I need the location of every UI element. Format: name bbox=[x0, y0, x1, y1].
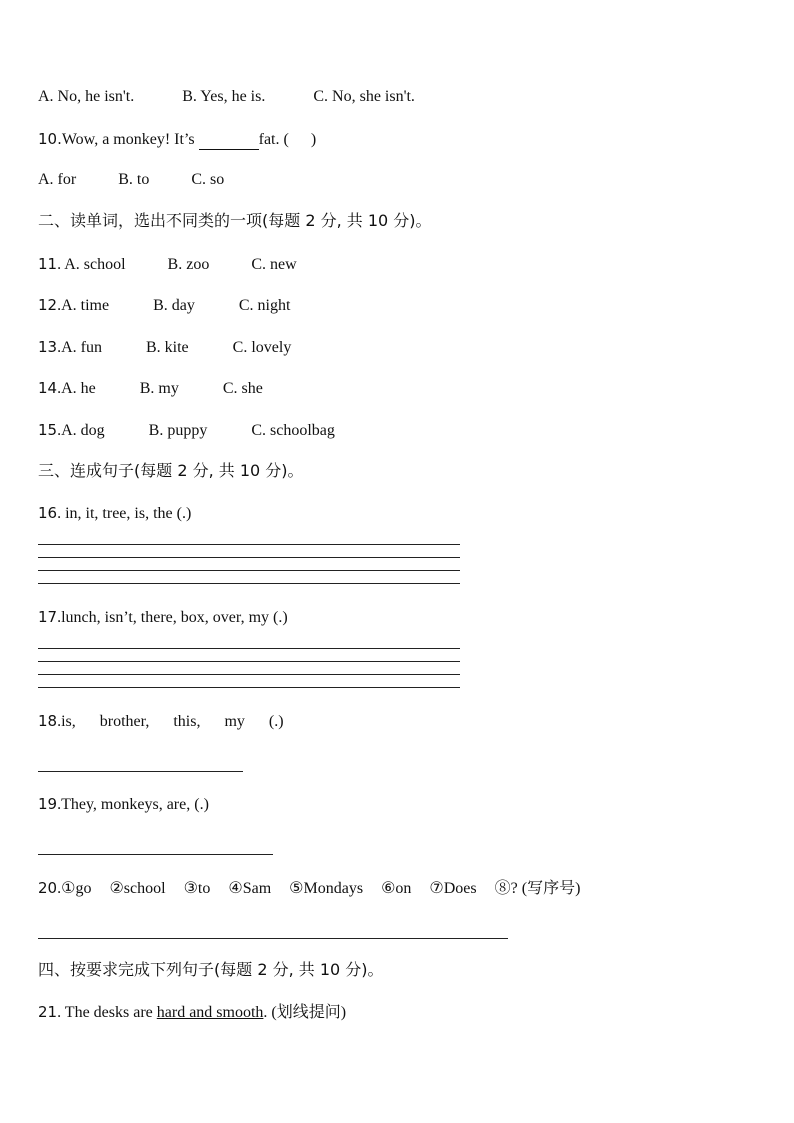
q20-item-1: .①go bbox=[57, 880, 92, 897]
q10-option-c: C. so bbox=[191, 171, 225, 188]
q17-writing-line-1[interactable] bbox=[38, 648, 460, 649]
q19 bbox=[38, 794, 209, 815]
q10-text-before: Wow, a monkey! It’s bbox=[61, 131, 199, 148]
q15 bbox=[38, 420, 335, 441]
q14-number: 14 bbox=[38, 379, 58, 397]
q11 bbox=[38, 254, 297, 275]
q18-answer-line[interactable] bbox=[38, 771, 243, 772]
q17-number: 17 bbox=[38, 608, 58, 626]
q10-option-b: B. to bbox=[118, 171, 150, 188]
q20-item-4: ④Sam bbox=[228, 880, 272, 897]
q17-writing-line-2[interactable] bbox=[38, 661, 460, 662]
q21 bbox=[38, 1002, 346, 1023]
q16 bbox=[38, 503, 191, 524]
q19-text: .They, monkeys, are, (.) bbox=[57, 796, 209, 813]
q12-number: 12 bbox=[38, 296, 58, 314]
q16-text: . in, it, tree, is, the (.) bbox=[57, 505, 192, 522]
q16-writing-line-1[interactable] bbox=[38, 544, 460, 545]
q20-answer-line[interactable] bbox=[38, 938, 508, 939]
q12-option-b: B. day bbox=[153, 297, 195, 314]
q12 bbox=[38, 295, 290, 316]
q20-item-5: ⑤Mondays bbox=[289, 880, 364, 897]
q10-text-after: fat. ( bbox=[258, 131, 289, 148]
q13-option-a: .A. fun bbox=[57, 339, 102, 356]
q18-word-4: my bbox=[224, 713, 245, 730]
section-3-title: 三、连成句子(每题 2 分, 共 10 分)。 bbox=[38, 461, 304, 480]
q13 bbox=[38, 337, 291, 358]
q9-option-a: A. No, he isn't. bbox=[38, 88, 135, 105]
q15-option-c: C. schoolbag bbox=[251, 422, 335, 439]
q16-writing-line-4[interactable] bbox=[38, 583, 460, 584]
q13-option-c: C. lovely bbox=[232, 339, 292, 356]
q11-option-b: B. zoo bbox=[167, 256, 210, 273]
q19-answer-line[interactable] bbox=[38, 854, 273, 855]
q9-option-c: C. No, she isn't. bbox=[313, 88, 415, 105]
q16-writing-line-2[interactable] bbox=[38, 557, 460, 558]
section-4-title: 四、按要求完成下列句子(每题 2 分, 共 10 分)。 bbox=[38, 960, 384, 979]
q12-option-a: .A. time bbox=[57, 297, 110, 314]
q14 bbox=[38, 378, 263, 399]
q10-question bbox=[38, 129, 316, 150]
q10-paren-close: ) bbox=[310, 131, 317, 148]
q21-text-after: . (划线提问) bbox=[263, 1004, 347, 1021]
q9-option-b: B. Yes, he is. bbox=[182, 88, 266, 105]
q20-item-8: ⑧? (写序号) bbox=[494, 880, 581, 897]
q14-option-c: C. she bbox=[222, 380, 263, 397]
q20-number: 20 bbox=[38, 879, 58, 897]
q17-writing-line-3[interactable] bbox=[38, 674, 460, 675]
q18-word-5: (.) bbox=[268, 713, 284, 730]
q15-option-a: .A. dog bbox=[57, 422, 105, 439]
q11-option-c: C. new bbox=[251, 256, 297, 273]
q17-text: .lunch, isn’t, there, box, over, my (.) bbox=[57, 609, 288, 626]
q19-number: 19 bbox=[38, 795, 58, 813]
q14-option-a: .A. he bbox=[57, 380, 96, 397]
q18-word-2: brother, bbox=[99, 713, 150, 730]
q14-option-b: B. my bbox=[139, 380, 179, 397]
q16-writing-line-3[interactable] bbox=[38, 570, 460, 571]
q16-number: 16 bbox=[38, 504, 58, 522]
q21-underlined-phrase: hard and smooth bbox=[156, 1004, 264, 1021]
q20-item-2: ②school bbox=[109, 880, 166, 897]
q21-number: 21 bbox=[38, 1003, 58, 1021]
q10-number: 10. bbox=[38, 130, 62, 148]
q18 bbox=[38, 711, 284, 732]
q18-word-3: this, bbox=[173, 713, 201, 730]
q10-blank[interactable] bbox=[199, 133, 259, 150]
q15-option-b: B. puppy bbox=[148, 422, 208, 439]
q11-number: 11 bbox=[38, 255, 58, 273]
q20-item-7: ⑦Does bbox=[429, 880, 477, 897]
q13-number: 13 bbox=[38, 338, 58, 356]
q10-options bbox=[38, 170, 224, 190]
q12-option-c: C. night bbox=[238, 297, 291, 314]
q10-option-a: A. for bbox=[38, 171, 77, 188]
q18-number: 18 bbox=[38, 712, 58, 730]
q20 bbox=[38, 878, 580, 899]
q9-options bbox=[38, 87, 415, 107]
q15-number: 15 bbox=[38, 421, 58, 439]
q11-option-a: . A. school bbox=[57, 256, 126, 273]
section-2-title: 二、读单词，选出不同类的一项(每题 2 分, 共 10 分)。 bbox=[38, 211, 432, 230]
q13-option-b: B. kite bbox=[145, 339, 189, 356]
q20-item-3: ③to bbox=[183, 880, 211, 897]
q17-writing-line-4[interactable] bbox=[38, 687, 460, 688]
q17 bbox=[38, 607, 288, 628]
q20-item-6: ⑥on bbox=[381, 880, 412, 897]
q18-word-1: .is, bbox=[57, 713, 76, 730]
q21-text-before: . The desks are bbox=[57, 1004, 157, 1021]
